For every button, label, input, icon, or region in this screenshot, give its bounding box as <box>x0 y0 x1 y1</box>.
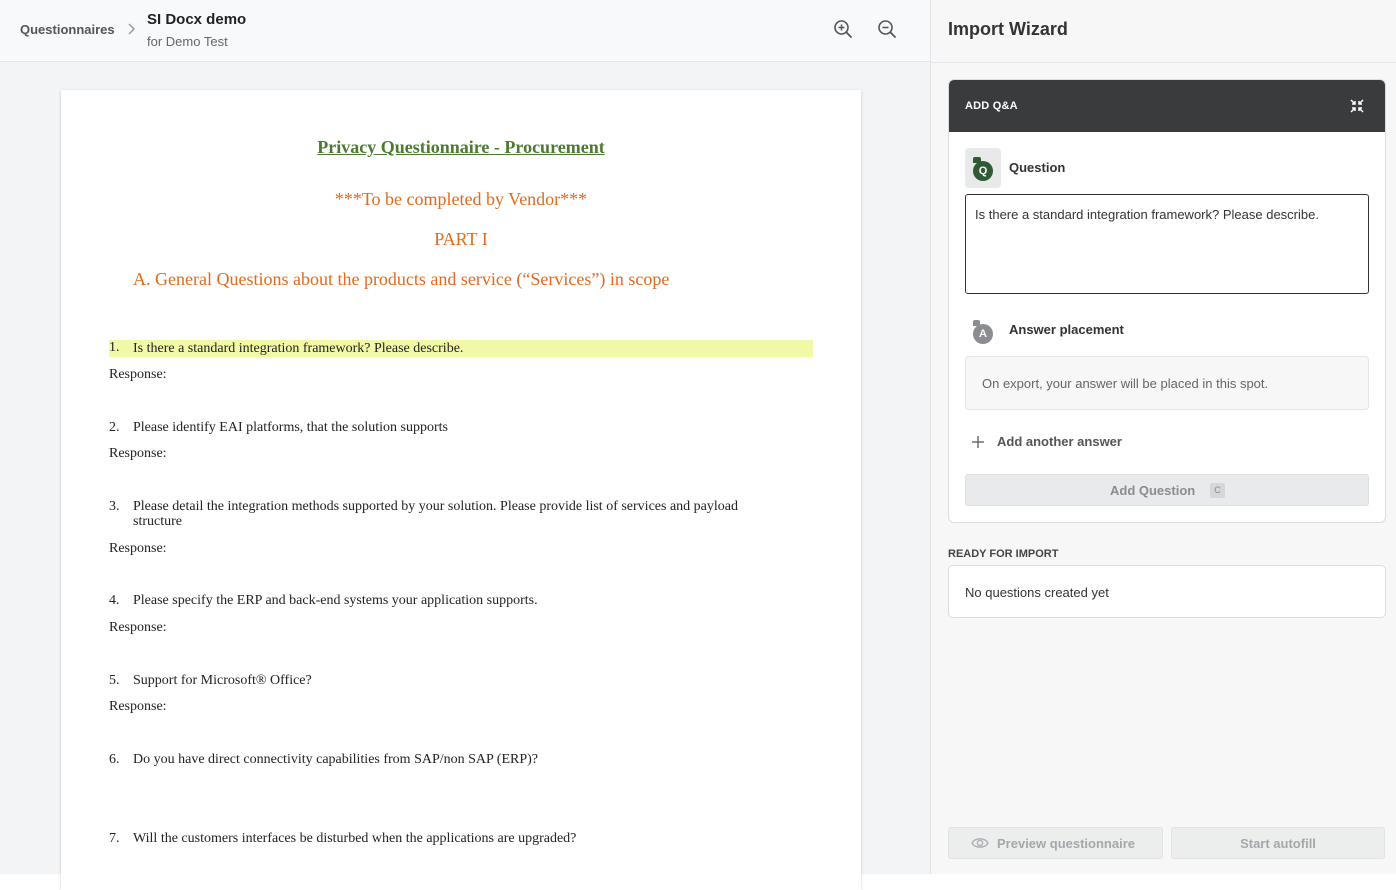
answer-badge <box>971 318 995 348</box>
plus-icon <box>971 435 985 449</box>
add-qa-title: ADD Q&A <box>965 100 1018 112</box>
response-label[interactable]: Response: <box>109 699 167 714</box>
question-badge-letter: Q <box>973 161 993 181</box>
part-heading: PART I <box>434 229 488 249</box>
question-item-7[interactable] <box>109 831 813 846</box>
response-label[interactable]: Response: <box>109 620 167 635</box>
add-question-button[interactable] <box>965 474 1369 506</box>
document-title: Privacy Questionnaire - Procurement <box>317 137 605 157</box>
question-item-6[interactable] <box>109 752 813 767</box>
question-item-2[interactable] <box>109 420 813 435</box>
question-item-1[interactable] <box>109 340 813 357</box>
chevron-right-icon <box>124 22 138 36</box>
question-badge <box>965 148 1001 188</box>
import-wizard-panel <box>930 0 1396 874</box>
empty-state-text: No questions created yet <box>965 585 1109 600</box>
question-text: Is there a standard integration framework? Please describe. <box>133 341 464 356</box>
question-text: Will the customers interfaces be disturbed when the applications are upgraded? <box>133 831 577 846</box>
keyboard-shortcut-badge: C <box>1210 483 1225 498</box>
divider <box>931 62 1396 63</box>
question-number: 4. <box>109 593 120 608</box>
preview-questionnaire-button[interactable] <box>948 827 1163 859</box>
document-page <box>61 90 861 890</box>
vendor-note: ***To be completed by Vendor*** <box>334 189 588 209</box>
eye-icon <box>971 836 989 850</box>
question-item-3[interactable] <box>109 499 813 529</box>
question-number: 2. <box>109 420 120 435</box>
ready-for-import-label: READY FOR IMPORT <box>948 548 1059 560</box>
start-autofill-button[interactable] <box>1171 827 1385 859</box>
document-toolbar <box>0 0 930 62</box>
question-number: 6. <box>109 752 120 767</box>
collapse-icon[interactable] <box>1349 98 1365 114</box>
breadcrumb-questionnaires[interactable]: Questionnaires <box>20 22 115 37</box>
add-another-answer-button[interactable] <box>971 432 1141 452</box>
section-heading: A. General Questions about the products and service (“Services”) in scope <box>133 269 670 289</box>
answer-placement-label: Answer placement <box>1009 322 1124 337</box>
question-text: Please specify the ERP and back-end systems your application supports. <box>133 593 538 608</box>
question-text: Do you have direct connectivity capabilities from SAP/non SAP (ERP)? <box>133 752 539 767</box>
start-autofill-label: Start autofill <box>1240 836 1316 851</box>
page-title: SI Docx demo <box>147 11 247 28</box>
question-number: 7. <box>109 831 120 846</box>
question-text: Support for Microsoft® Office? <box>133 673 312 688</box>
add-qa-header <box>949 80 1386 132</box>
question-number: 1. <box>109 340 120 355</box>
zoom-out-icon[interactable] <box>876 18 898 40</box>
preview-questionnaire-label: Preview questionnaire <box>997 836 1135 851</box>
answer-placement-box[interactable] <box>965 356 1369 410</box>
question-textarea[interactable] <box>965 194 1369 294</box>
zoom-in-icon[interactable] <box>832 18 854 40</box>
response-label[interactable]: Response: <box>109 541 167 556</box>
question-number: 3. <box>109 499 120 514</box>
page-subtitle: for Demo Test <box>147 34 228 49</box>
answer-badge-letter: A <box>973 324 993 344</box>
response-label[interactable]: Response: <box>109 446 167 461</box>
add-qa-card <box>948 79 1386 523</box>
add-question-label: Add Question <box>1110 483 1196 498</box>
response-label[interactable]: Response: <box>109 367 167 382</box>
ready-for-import-list <box>948 565 1386 618</box>
wizard-title: Import Wizard <box>948 19 1068 39</box>
add-another-answer-label: Add another answer <box>997 434 1122 449</box>
question-item-4[interactable] <box>109 593 813 608</box>
question-label: Question <box>1009 160 1066 175</box>
answer-placement-hint: On export, your answer will be placed in this spot. <box>982 376 1269 391</box>
question-item-5[interactable] <box>109 673 813 688</box>
question-number: 5. <box>109 673 120 688</box>
question-text: Please detail the integration methods supported by your solution. Please provide list of services and payload structure <box>133 499 738 529</box>
question-text: Please identify EAI platforms, that the solution supports <box>133 420 448 435</box>
